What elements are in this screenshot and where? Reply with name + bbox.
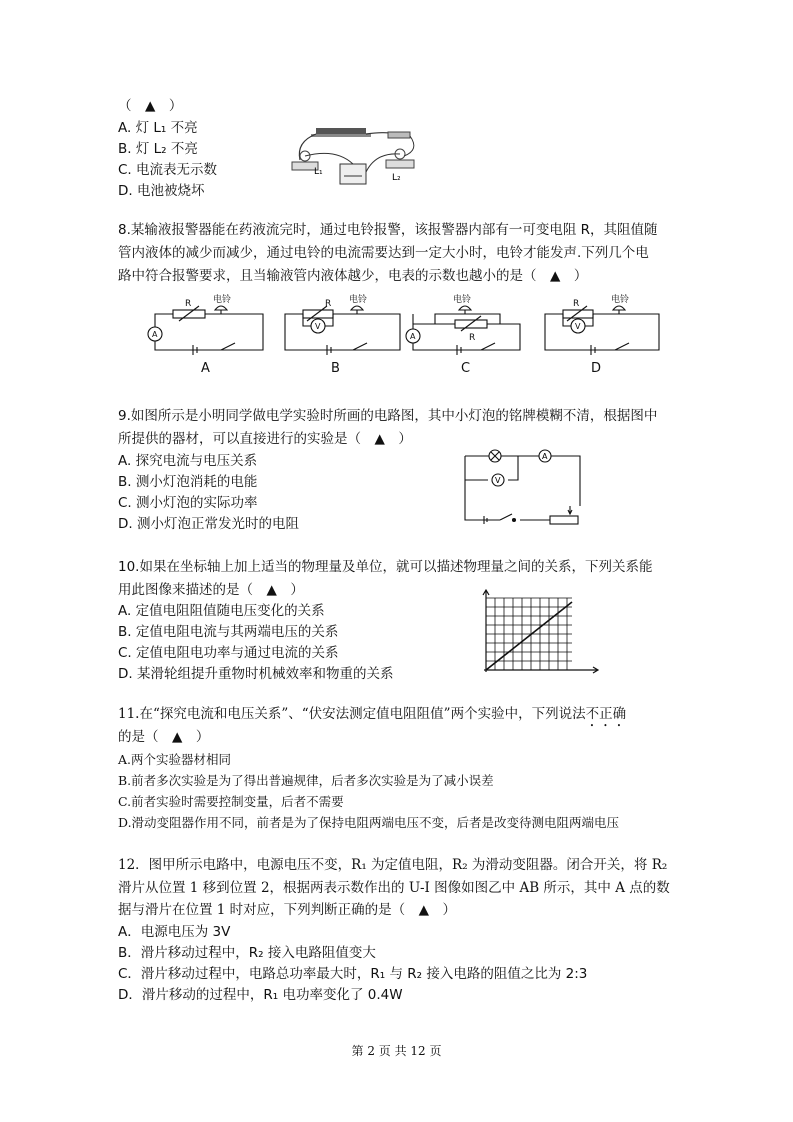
q12-option-a: A．电源电压为 3V: [118, 924, 231, 940]
q9-option-d: D. 测小灯泡正常发光时的电阻: [118, 516, 299, 532]
q9-stem-line2: 所提供的器材，可以直接进行的实验是（ ▲ ）: [118, 431, 412, 447]
circuit-d-meter-label: V: [575, 322, 581, 331]
q12-stem-line1: 12．图甲所示电路中，电源电压不变，R₁ 为定值电阻，R₂ 为滑动变阻器。闭合开关，将 R₂: [118, 857, 668, 873]
label-l1: L₁: [314, 167, 323, 177]
circuit-c-r-label: R: [469, 333, 476, 343]
q9-option-b: B. 测小灯泡消耗的电能: [118, 474, 258, 490]
circuit-a-bell-label: 电铃: [213, 295, 232, 305]
circuit-d-r-label: R: [573, 299, 580, 309]
q7-option-c: C. 电流表无示数: [118, 162, 218, 178]
circuit-c-label: C: [461, 361, 471, 376]
switch: [388, 132, 410, 138]
circuit-b-meter-label: V: [315, 322, 321, 331]
circuit-a-meter-label: A: [152, 330, 158, 339]
label-l2: L₂: [392, 173, 401, 183]
q8-stem-line3: 路中符合报警要求，且当输液管内液体越少，电表的示数也越小的是（ ▲ ）: [118, 268, 588, 284]
q8-stem-line1: 8.某输液报警器能在药液流完时，通过电铃报警，该报警器内部有一可变电阻 R，其阻值随: [118, 222, 658, 238]
q10-option-b: B. 定值电阻电流与其两端电压的关系: [118, 624, 339, 640]
q11-stem-line1-a: 11.在“探究电流和电压关系”、“伏安法测定值电阻阻值”两个实验中，下列说法: [118, 706, 586, 722]
q12-option-c: C．滑片移动过程中，电路总功率最大时，R₁ 与 R₂ 接入电路的阻值之比为 2:3: [118, 966, 588, 982]
q10-stem-line2: 用此图像来描述的是（ ▲ ）: [118, 582, 304, 598]
q8-stem-line2: 管内液体的减少而减少，通过电铃的电流需要达到一定大小时，电铃才能发声.下列几个电: [118, 245, 649, 261]
q11-option-a: A.两个实验器材相同: [118, 752, 232, 767]
q10-option-c: C. 定值电阻电功率与通过电流的关系: [118, 645, 339, 661]
circuit-b-label: B: [331, 361, 340, 376]
q7-blank: （ ▲ ）: [118, 98, 183, 114]
q7-option-a: A. 灯 L₁ 不亮: [118, 120, 198, 136]
q11-option-d: D.滑动变阻器作用不同，前者是为了保持电阻两端电压不变，后者是改变待测电阻两端电压: [118, 815, 620, 830]
ammeter-label: A: [542, 452, 548, 461]
q12-option-d: D．滑片移动的过程中，R₁ 电功率变化了 0.4W: [118, 987, 403, 1003]
circuit-b: [285, 306, 400, 355]
q12-stem-line2: 滑片从位置 1 移到位置 2，根据两表示数作出的 U-I 图像如图乙中 AB 所示，其中 A 点的数: [118, 880, 670, 896]
q11-emphasis: 不正确: [585, 706, 627, 722]
circuit-d-label: D: [591, 361, 602, 376]
circuit-a-label: A: [201, 361, 210, 376]
circuit-a: [148, 306, 263, 355]
q12-option-b: B．滑片移动过程中，R₂ 接入电路阻值变大: [118, 945, 376, 961]
q10-stem-line1: 10.如果在坐标轴上加上适当的物理量及单位，就可以描述物理量之间的关系，下列关系能: [118, 559, 653, 575]
circuit-d: [545, 306, 659, 355]
q9-stem-line1: 9.如图所示是小明同学做电学实验时所画的电路图，其中小灯泡的铭牌模糊不清，根据图中: [118, 408, 658, 424]
q7-option-b: B. 灯 L₂ 不亮: [118, 141, 198, 157]
q9-circuit-figure: [460, 446, 596, 526]
q11-stem-line2: 的是（ ▲ ）: [118, 729, 210, 745]
q11-option-c: C.前者实验时需要控制变量，后者不需要: [118, 794, 344, 809]
circuit-c: [406, 306, 520, 355]
line-series: [486, 602, 572, 670]
circuit-c-bell-label: 电铃: [453, 295, 472, 305]
q10-graph-figure: [476, 588, 606, 678]
voltmeter-label: V: [495, 476, 501, 485]
axes: [483, 590, 598, 673]
circuit-a-r-label: R: [185, 299, 192, 309]
q10-option-d: D. 某滑轮组提升重物时机械效率和物重的关系: [118, 666, 394, 682]
q9-option-a: A. 探究电流与电压关系: [118, 453, 258, 469]
q10-option-a: A. 定值电阻阻值随电压变化的关系: [118, 603, 325, 619]
q8-circuits-figure: [135, 294, 675, 376]
circuit-b-r-label: R: [325, 299, 332, 309]
q11-option-b: B.前者多次实验是为了得出普遍规律，后者多次实验是为了减小误差: [118, 773, 494, 788]
ammeter: [340, 164, 366, 184]
circuit-d-bell-label: 电铃: [611, 295, 630, 305]
q7-option-d: D. 电池被烧坏: [118, 183, 205, 199]
q12-stem-line3: 据与滑片在位置 1 时对应，下列判断正确的是（ ▲ ）: [118, 902, 457, 918]
circuit-c-meter-label: A: [410, 332, 416, 341]
page-footer: 第 2 页 共 12 页: [351, 1044, 442, 1058]
q9-option-c: C. 测小灯泡的实际功率: [118, 495, 258, 511]
q7-circuit-figure: [286, 122, 426, 188]
circuit-b-bell-label: 电铃: [349, 295, 368, 305]
